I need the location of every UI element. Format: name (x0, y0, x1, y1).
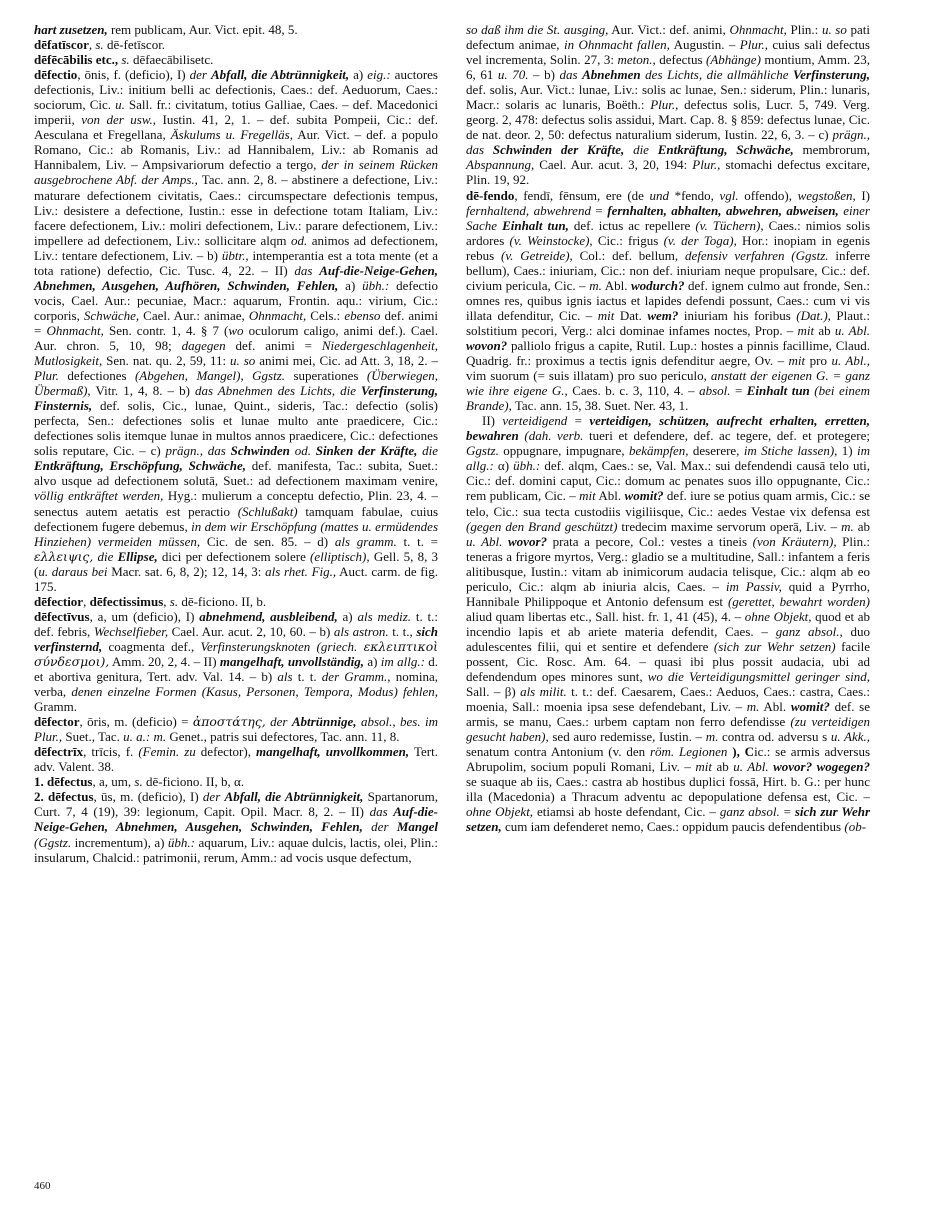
dictionary-entry: 2. dēfectus, ūs, m. (deficio), I) der Abfall, die Abtrünnigkeit, Spartanorum, Curt. 7, 4 (19), 39: legionum, Capit. Opil. Macr. 8, 2. – II) das Auf-die-Neige-Gehen, Abnehmen, Ausgehen, Schwinden, Fehlen, der Mangel (Ggstz. incrementum), a) übh.: aquarum, Liv.: aquae dulcis, lactis, olei, Plin.: insularum, Chalcid.: patrimonii, rerum, Amm.: ad vocis usque defectum, (34, 789, 439, 865)
dictionary-entry: dēfēcābilis etc., s. dēfaecābilisetc. (34, 52, 214, 68)
sense-paragraph: II) verteidigend = verteidigen, schützen, aufrecht erhalten, erretten, bewahren (dah. verb. tueri et defendere, def. ac tegere, def. et protegere; Ggstz. oppugnare, impugnare, bekämpfen, deserere, im Stiche lassen), 1) im allg.: α) übh.: def. alqm, Caes.: se, Val. Max.: sui defendendi causā telo uti, Cic.: def. domini caput, Cic.: domum ac penates suos illo oppugnante, Cic.: rem publicam, Cic. – mit Abl. womit? def. iure se potius quam armis, Cic.: se telo, Cic.: sua tecta custodiis vigiliisque, Cic.: aedes Vestae vix defensa est (gegen den Brand geschützt) tredecim maxime servorum operā, Liv. – m. ab u. Abl. wovor? prata a pecore, Col.: vestes a tineis (von Kräutern), Plin.: teneras a frigore myrtos, Verg.: gladio se a multitudine, Sall.: infantem a feris alitibusque, Iustin.: vitam ab inimicorum audacia telisque, Cic.: alqm ab eo periculo, Cic.: alqm ab iniuria alcis, Caes. – im Passiv, quid a Pyrrho, Hannibale Philippoque et Antonio defensum est (gerettet, bewahrt worden) aliud quam libertas etc., Sall. hist. fr. 1, 41 (45), 4. – ohne Objekt, quod et ab incendio lapis et ab ariete materia defendit, Caes. – ganz absol., duo adulescentes filii, qui et sentire et defendere (sich zur Wehr setzen) facile possent, Cic. Rosc. Am. 64. – quasi ibi plus possit audacia, ubi ad defendendum opes minores sunt, wo die Verteidigungsmittel geringer sind, Sall. – β) als milit. t. t.: def. Caesarem, Caes.: Aeduos, Caes.: castra, Caes.: moenia, Sall.: moenia ipsa sese defendebant, Liv. – m. Abl. womit? def. se armis, se manu, Caes.: urbem captam non ferro defendisse (zu verteidigen gesucht haben), sed auro redemisse, Iustin. – m. contra od. adversu s u. Akk., senatum contra Antonium (v. den röm. Legionen ), Cic.: se armis adversus Abrupolim, socium populi Romani, Liv. – mit ab u. Abl. wovor? wogegen? se suaque ab iis, Caes.: castra ab hostibus duplici fossā, Hirt. b. G.: per hunc illa (Macedonia) a Thracum adventu ac depopulatione defensa est, Cic. – ohne Objekt, etiamsi ab hoste defendant, Cic. – ganz absol. = sich zur Wehr setzen, cum iam defenderet nemo, Caes.: oppidum paucis defendentibus (ob- (466, 413, 871, 835)
right-text-column (466, 22, 870, 1142)
dictionary-entry: dēfectrīx, trīcis, f. (Femin. zu defector), mangelhaft, unvollkommen, Tert. adv. Valent. 38. (34, 744, 438, 775)
dictionary-entry: dēfectīvus, a, um (deficio), I) abnehmend, ausbleibend, a) als mediz. t. t.: def. febris, Wechselfieber, Cael. Aur. acut. 2, 10, 60. – b) als astron. t. t., sich verfinsternd, coagmenta def., Verfinsterungsknoten (griech. εκλειπτικοὶ σύνδεσμοι), Amm. 20, 2, 4. – II) mangelhaft, unvollständig, a) im allg.: d. et abortiva genitura, Tert. adv. Val. 14. – b) als t. t. der Gramm., nomina, verba, denen einzelne Formen (Kasus, Personen, Tempora, Modus) fehlen, Gramm. (34, 608, 439, 715)
dictionary-entry: dēfector, ōris, m. (deficio) = ἀποστάτης, der Abtrünnige, absol., bes. im Plur., Suet., Tac. u. a.: m. Genet., patris sui defectores, Tac. ann. 11, 8. (34, 714, 439, 745)
dictionary-entry: dēfectio, ōnis, f. (deficio), I) der Abfall, die Abtrünnigkeit, a) eig.: auctores defectionis, Liv.: initium belli ac defectionis, Caes.: def. Aeduorum, Caes.: sociorum, Cic. u. Sall. fr.: civitatum, totius Galliae, Caes. – def. Macedonici imperii, von der usw., Iustin. 41, 2, 1. – def. subita Pompeii, Cic.: def. Aesculana et Fregellana, Äskulums u. Fregelläs, Aur. Vict. – def. a populo Romano, Cic.: ab Romanis, Liv.: ad Hannibalem, Liv.: ab Romanis ad Hannibalem, Liv. – Ampsivariorum defectio a tergo, der in seinem Rücken ausgebrochene Abf. der Amps., Tac. ann. 2, 8. – abstinere a defectione, Liv.: maturare defectionem civitatis, Caes.: circumspectare defectionis tempus, Liv.: desistere a defectione, Iustin.: esse in defectione totam Italiam, Liv.: facere defectionem, Liv.: moliri defectionem, Liv.: parare defectionem, Liv.: impellere ad defectionem, Liv.: sollicitare alqm od. animos ad defectionem, Liv.: tentare defectionem, Liv. – b) übtr., intemperantia est a tota mente (et a tota ratione) defectio, Cic. Tusc. 4, 22. – II) das Auf-die-Neige-Gehen, Abnehmen, Ausgehen, Aufhören, Schwinden, Fehlen, a) übh.: defectio vocis, Cael. Aur.: pecuniae, Macr.: aquarum, Frontin. aqu.: virium, Cic.: corporis, Schwäche, Cael. Aur.: animae, Ohnmacht, Cels.: ebenso def. animi = Ohnmacht, Sen. contr. 1, 4. § 7 (wo oculorum caligo, animi def.). Cael. Aur. chron. 5, 10, 98; dagegen def. animi = Niedergeschlagenheit, Mutlosigkeit, Sen. nat. qu. 2, 59, 11: u. so animi mei, Cic. ad Att. 3, 18, 2. – Plur. defectiones (Abgehen, Mangel), Ggstz. superationes (Überwiegen, Übermaß), Vitr. 1, 4, 8. – b) das Abnehmen des Lichts, die Verfinsterung, Finsternis, def. solis, Cic., lunae, Quint., sideris, Tac.: defectio (solis) perfecta, Sen.: defectiones solis et lunae multo ante praedicere, Cic.: defectiones solis itemque lunae in multos annos praedicere, Cic.: defectiones solis reputare, Cic. – c) prägn., das Schwinden od. Sinken der Kräfte, die Entkräftung, Erschöpfung, Schwäche, def. manifesta, Tac.: subita, Suet.: alvo usque ad defectionem solutā, Suet.: ad defectionem maximam venire, völlig entkräftet werden, Hyg.: mulierum a conceptu defectio, Plin. 23, 4. – senectus autem aetatis est peractio (Schlußakt) tamquam fabulae, cuius defectionem fugere debemus, in dem wir Erschöpfung (mattes u. ermüdendes Hinziehen) vermeiden müssen, Cic. de sen. 85. – d) als gramm. t. t. = ελλειψις, die Ellipse, dici per defectionem solere (elliptisch), Gell. 5, 8, 3 (u. daraus bei Macr. sat. 6, 8, 2); 12, 14, 3: als rhet. Fig., Auct. carm. de fig. 175. (34, 67, 439, 594)
dictionary-entry: dēfatīscor, s. dē-fetīscor. (34, 37, 166, 53)
entry-continuation: hart zusetzen, rem publicam, Aur. Vict. epit. 48, 5. (34, 22, 298, 37)
left-text-column (34, 22, 438, 1142)
two-column-layout (34, 22, 901, 1142)
dictionary-entry: dēfectior, dēfectissimus, s. dē-ficiono. II, b. (34, 593, 267, 609)
entry-continuation: so daß ihm die St. ausging, Aur. Vict.: def. animi, Ohnmacht, Plin.: u. so pati defectum animae, in Ohnmacht fallen, Augustin. – Plur., cuius sali defectus vel incrementa, Solin. 27, 3: meton., defectus (Abhänge) montium, Amm. 23, 6, 61 u. 70. – b) das Abnehmen des Lichts, die allmähliche Verfinsterung, def. solis, Aur. Vict.: lunae, Liv.: solis ac lunae, Sen.: siderum, Plin.: lunaris, Macr.: solaris ac lunaris, Boëth.: Plur., defectus solis, Lucr. 5, 749. Verg. georg. 2, 478: defectus solis assidui, Mart. Cap. 8. § 859: defectus lunae, Cic. de nat. deor. 2, 50: defectus naturalium siderum, Iustin. 22, 6, 3. – c) prägn., das Schwinden der Kräfte, die Entkräftung, Schwäche, membrorum, Abspannung, Cael. Aur. acut. 3, 20, 194: Plur., stomachi defectus excitare, Plin. 19, 92. (466, 22, 871, 188)
dictionary-entry: dē-fendo, fendī, fēnsum, ere (de und *fendo, vgl. offendo), wegstoßen, I) fernhaltend, abwehrend = fernhalten, abhalten, abwehren, abweisen, einer Sache Einhalt tun, def. ictus ac repellere (v. Tüchern), Caes.: nimios solis ardores (v. Weinstocke), Cic.: frigus (v. der Toga), Hor.: inopiam in egenis rebus (v. Getreide), Col.: def. bellum, defensiv verfahren (Ggstz. inferre bellum), Caes.: iniuriam, Cic.: non def. iniuriam neque propulsare, Cic.: def. civium pericula, Cic. – m. Abl. wodurch? def. ignem culmo aut fronde, Sen.: omnes res, quibus ignis iactus et lapides defendi possunt, Caes.: cum vi vis illata defenditur, Cic. – mit Dat. wem? iniuriam his foribus (Dat.), Plaut.: solstitium pecori, Verg.: alci dominae infames noctes, Prop. – mit ab u. Abl. wovon? palliolo frigus a capite, Rutil. Lup.: hostes a pinnis facillime, Claud. Quadrig. fr.: proximus a tectis ignis defenditur aegre, Ov. – mit pro u. Abl., vim suorum (= suis illatam) pro suo periculo, anstatt der eigenen G. = ganz wie ihre eigene G., Caes. b. c. 3, 110, 4. – absol. = Einhalt tun (bei einem Brande), Tac. ann. 15, 38. Suet. Ner. 43, 1. (466, 187, 871, 414)
dictionary-entry: 1. dēfectus, a, um, s. dē-ficiono. II, b, α. (34, 774, 245, 790)
page-number: 460 (34, 1180, 51, 1192)
